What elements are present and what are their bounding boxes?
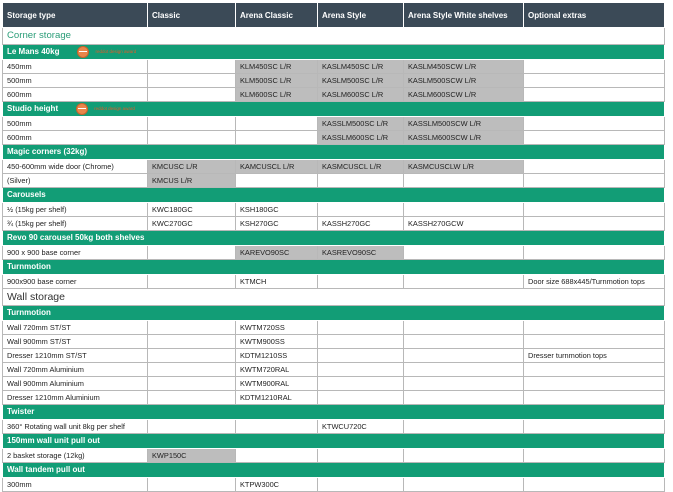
storage-type-cell: 900x900 base corner xyxy=(3,275,148,289)
product-code-cell xyxy=(148,60,236,74)
product-code-cell xyxy=(404,377,524,391)
storage-type-cell: Wall 900mm ST/ST xyxy=(3,335,148,349)
subsection-title: Le Mans 40kg xyxy=(7,47,60,57)
subsection-row xyxy=(3,405,665,420)
storage-type-cell: 500mm xyxy=(3,74,148,88)
award-icon xyxy=(76,103,88,115)
product-code-cell: KDTM1210RAL xyxy=(236,391,318,405)
subsection-row xyxy=(3,45,665,60)
storage-type-cell: 600mm xyxy=(3,131,148,145)
subsection-title-cell xyxy=(3,102,665,117)
award-badge xyxy=(76,102,135,116)
section-title: Corner storage xyxy=(7,30,71,41)
product-code-cell xyxy=(524,335,665,349)
product-code-cell: KWC270GC xyxy=(148,217,236,231)
product-code-cell: KDTM1210SS xyxy=(236,349,318,363)
storage-type-cell: 900 x 900 base corner xyxy=(3,246,148,260)
table-row xyxy=(3,60,665,74)
subsection-title: Wall tandem pull out xyxy=(7,465,85,475)
storage-table xyxy=(2,2,665,492)
product-code-cell: KMCUSC L/R xyxy=(148,160,236,174)
subsection-row xyxy=(3,145,665,160)
storage-type-cell: Wall 720mm Aluminium xyxy=(3,363,148,377)
subsection-title: Carousels xyxy=(7,190,46,200)
col-header-arena-classic: Arena Classic xyxy=(236,3,318,28)
product-code-cell xyxy=(148,391,236,405)
storage-type-cell: 500mm xyxy=(3,117,148,131)
table-row xyxy=(3,174,665,188)
table-row xyxy=(3,391,665,405)
product-code-cell: KASSLM500SC L/R xyxy=(318,117,404,131)
product-code-cell: KASSLM500SCW L/R xyxy=(404,117,524,131)
award-label: reddot design award xyxy=(94,106,135,112)
subsection-row xyxy=(3,102,665,117)
product-code-cell xyxy=(148,335,236,349)
subsection-title: Turnmotion xyxy=(7,308,51,318)
storage-type-cell: 450mm xyxy=(3,60,148,74)
product-code-cell: KAREVO90SC xyxy=(236,246,318,260)
storage-type-cell: (Silver) xyxy=(3,174,148,188)
product-code-cell xyxy=(404,174,524,188)
storage-type-cell: 600mm xyxy=(3,88,148,102)
product-code-cell xyxy=(524,246,665,260)
table-row xyxy=(3,349,665,363)
product-code-cell: KTPW300C xyxy=(236,478,318,492)
product-code-cell xyxy=(404,321,524,335)
product-code-cell xyxy=(404,391,524,405)
product-code-cell xyxy=(148,363,236,377)
product-code-cell xyxy=(524,217,665,231)
table-row xyxy=(3,321,665,335)
product-code-cell xyxy=(404,335,524,349)
product-code-cell: KMCUS L/R xyxy=(148,174,236,188)
product-code-cell xyxy=(524,74,665,88)
subsection-title: Magic corners (32kg) xyxy=(7,147,88,157)
product-code-cell xyxy=(404,246,524,260)
product-code-cell: KWTM900SS xyxy=(236,335,318,349)
product-code-cell xyxy=(524,117,665,131)
product-code-cell: KLM450SC L/R xyxy=(236,60,318,74)
product-code-cell xyxy=(236,117,318,131)
subsection-title-cell xyxy=(3,45,665,60)
table-row xyxy=(3,74,665,88)
product-code-cell: KWC180GC xyxy=(148,203,236,217)
subsection-title-cell xyxy=(3,434,665,449)
product-code-cell xyxy=(524,321,665,335)
product-code-cell: KASLM450SC L/R xyxy=(318,60,404,74)
product-code-cell xyxy=(524,203,665,217)
product-code-cell xyxy=(524,449,665,463)
product-code-cell xyxy=(148,478,236,492)
award-label: reddot design award xyxy=(95,49,137,54)
col-header-arena-style: Arena Style xyxy=(318,3,404,28)
storage-type-cell: 360° Rotating wall unit 8kg per shelf xyxy=(3,420,148,434)
storage-type-cell: Wall 900mm Aluminium xyxy=(3,377,148,391)
subsection-title: Studio height xyxy=(7,104,59,114)
table-row xyxy=(3,246,665,260)
product-code-cell xyxy=(148,131,236,145)
product-code-cell xyxy=(524,174,665,188)
product-code-cell: KWTM900RAL xyxy=(236,377,318,391)
header-row xyxy=(3,3,665,28)
product-code-cell xyxy=(148,420,236,434)
section-title: Wall storage xyxy=(7,291,65,304)
product-code-cell xyxy=(236,449,318,463)
product-code-cell xyxy=(404,363,524,377)
product-code-cell: KTMCH xyxy=(236,275,318,289)
subsection-title-cell xyxy=(3,260,665,275)
section-title-cell xyxy=(3,28,665,45)
table-row xyxy=(3,377,665,391)
product-code-cell xyxy=(318,377,404,391)
product-code-cell: KASLM500SC L/R xyxy=(318,74,404,88)
product-code-cell: KSH180GC xyxy=(236,203,318,217)
subsection-row xyxy=(3,463,665,478)
subsection-title-cell xyxy=(3,463,665,478)
subsection-row xyxy=(3,188,665,203)
product-code-cell xyxy=(318,203,404,217)
product-code-cell xyxy=(524,88,665,102)
product-code-cell: KASMCUSCL L/R xyxy=(318,160,404,174)
table-row xyxy=(3,363,665,377)
product-code-cell xyxy=(524,420,665,434)
product-code-cell: KLM500SC L/R xyxy=(236,74,318,88)
table-row xyxy=(3,160,665,174)
table-row xyxy=(3,117,665,131)
subsection-row xyxy=(3,231,665,246)
col-header-optional-extras: Optional extras xyxy=(524,3,665,28)
product-code-cell: KLM600SC L/R xyxy=(236,88,318,102)
product-code-cell: KASMCUSCLW L/R xyxy=(404,160,524,174)
product-code-cell xyxy=(318,363,404,377)
product-code-cell xyxy=(236,131,318,145)
product-code-cell: KASLM600SCW L/R xyxy=(404,88,524,102)
product-code-cell xyxy=(236,174,318,188)
product-code-cell xyxy=(404,449,524,463)
subsection-title-cell xyxy=(3,231,665,246)
product-code-cell: KASSLM600SCW L/R xyxy=(404,131,524,145)
subsection-row xyxy=(3,306,665,321)
product-code-cell: KWP150C xyxy=(148,449,236,463)
product-code-cell: KASLM600SC L/R xyxy=(318,88,404,102)
subsection-title: Revo 90 carousel 50kg both shelves xyxy=(7,233,145,243)
table-row xyxy=(3,449,665,463)
award-icon xyxy=(77,46,89,58)
product-code-cell: KASLM450SCW L/R xyxy=(404,60,524,74)
product-code-cell xyxy=(404,275,524,289)
product-code-cell xyxy=(318,478,404,492)
product-code-cell xyxy=(524,160,665,174)
product-code-cell xyxy=(524,377,665,391)
storage-type-cell: ½ (15kg per shelf) xyxy=(3,203,148,217)
storage-type-cell: Dresser 1210mm Aluminium xyxy=(3,391,148,405)
product-code-cell xyxy=(524,478,665,492)
product-code-cell xyxy=(236,420,318,434)
product-code-cell xyxy=(318,321,404,335)
product-code-cell xyxy=(318,391,404,405)
product-code-cell xyxy=(318,349,404,363)
product-code-cell xyxy=(148,88,236,102)
product-code-cell: KASSH270GCW xyxy=(404,217,524,231)
table-row xyxy=(3,131,665,145)
product-code-cell: KASSH270GC xyxy=(318,217,404,231)
product-code-cell xyxy=(524,131,665,145)
product-code-cell xyxy=(148,321,236,335)
award-badge xyxy=(77,45,136,59)
product-code-cell: KASSLM600SC L/R xyxy=(318,131,404,145)
product-code-cell xyxy=(524,363,665,377)
product-code-cell: KTWCU720C xyxy=(318,420,404,434)
table-body xyxy=(3,28,665,492)
table-row xyxy=(3,217,665,231)
product-code-cell xyxy=(148,246,236,260)
product-code-cell xyxy=(404,349,524,363)
subsection-title: 150mm wall unit pull out xyxy=(7,436,100,446)
section-title-cell xyxy=(3,289,665,306)
subsection-title-cell xyxy=(3,306,665,321)
col-header-classic: Classic xyxy=(148,3,236,28)
table-row xyxy=(3,335,665,349)
section-row xyxy=(3,28,665,45)
product-code-cell xyxy=(148,117,236,131)
product-code-cell: KASREVO90SC xyxy=(318,246,404,260)
storage-type-cell: 450-600mm wide door (Chrome) xyxy=(3,160,148,174)
section-row xyxy=(3,289,665,306)
subsection-title: Twister xyxy=(7,407,35,417)
product-code-cell: KWTM720SS xyxy=(236,321,318,335)
product-code-cell: KWTM720RAL xyxy=(236,363,318,377)
product-code-cell xyxy=(148,377,236,391)
subsection-title-cell xyxy=(3,188,665,203)
storage-type-cell: 2 basket storage (12kg) xyxy=(3,449,148,463)
subsection-row xyxy=(3,260,665,275)
storage-type-cell: Wall 720mm ST/ST xyxy=(3,321,148,335)
product-code-cell xyxy=(524,60,665,74)
subsection-row xyxy=(3,434,665,449)
table-row xyxy=(3,203,665,217)
product-code-cell xyxy=(318,275,404,289)
product-code-cell xyxy=(524,391,665,405)
product-code-cell xyxy=(148,275,236,289)
product-code-cell xyxy=(404,420,524,434)
product-code-cell: Dresser turnmotion tops xyxy=(524,349,665,363)
product-code-cell xyxy=(318,335,404,349)
subsection-title: Turnmotion xyxy=(7,262,51,272)
table-row xyxy=(3,275,665,289)
subsection-title-cell xyxy=(3,405,665,420)
storage-type-cell: ¾ (15kg per shelf) xyxy=(3,217,148,231)
col-header-arena-style-white: Arena Style White shelves xyxy=(404,3,524,28)
storage-type-cell: Dresser 1210mm ST/ST xyxy=(3,349,148,363)
product-code-cell xyxy=(318,449,404,463)
product-code-cell xyxy=(148,74,236,88)
product-code-cell: Door size 688x445/Turnmotion tops xyxy=(524,275,665,289)
table-row xyxy=(3,478,665,492)
product-code-cell xyxy=(404,478,524,492)
subsection-title-cell xyxy=(3,145,665,160)
product-code-cell xyxy=(148,349,236,363)
product-code-cell xyxy=(318,174,404,188)
product-code-cell: KASLM500SCW L/R xyxy=(404,74,524,88)
col-header-storage-type: Storage type xyxy=(3,3,148,28)
table-row xyxy=(3,88,665,102)
product-code-cell: KSH270GC xyxy=(236,217,318,231)
storage-type-cell: 300mm xyxy=(3,478,148,492)
product-code-cell: KAMCUSCL L/R xyxy=(236,160,318,174)
product-code-cell xyxy=(404,203,524,217)
table-row xyxy=(3,420,665,434)
